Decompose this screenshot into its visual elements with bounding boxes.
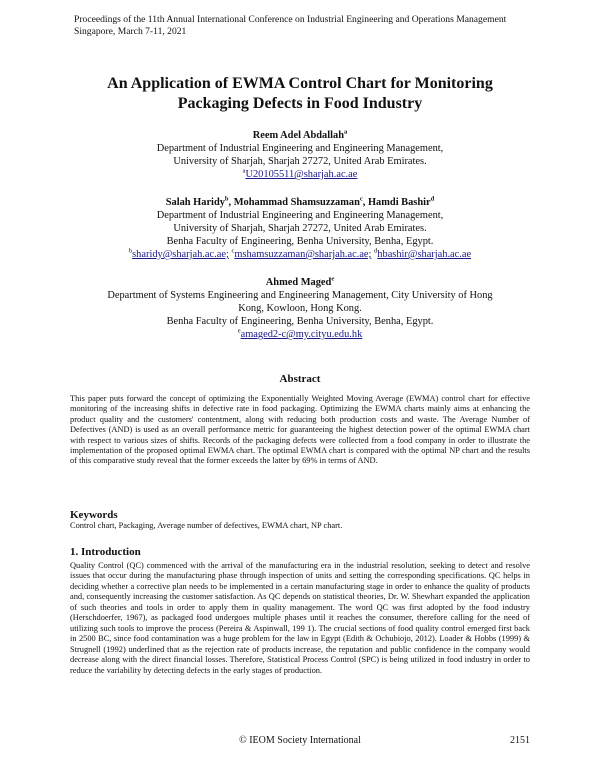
keywords-body: Control chart, Packaging, Average number of defectives, EWMA chart, NP chart.: [70, 521, 343, 530]
email-link[interactable]: U20105511@sharjah.ac.ae: [245, 169, 358, 180]
email-link[interactable]: mshamsuzzaman@sharjah.ac.ae;: [234, 249, 372, 260]
author-university: University of Sharjah, Sharjah 27272, United Arab Emirates.: [173, 156, 427, 167]
author-department: Department of Industrial Engineering and Engineering Management,: [156, 143, 444, 154]
author-block-3: [40, 276, 560, 341]
author-names: Salah Haridy$^b$, Mohammad Shamsuzzaman$^c$, Hamdi Bashir$^d$: [165, 195, 435, 208]
email-link[interactable]: hbashir@sharjah.ac.ae: [377, 249, 472, 260]
author-department: Department of Industrial Engineering and Engineering Management,: [156, 210, 444, 221]
author-university: University of Sharjah, Sharjah 27272, United Arab Emirates.: [173, 223, 427, 234]
footer-copyright: © IEOM Society International: [239, 735, 361, 746]
author-department-line-2: Kong, Kowloon, Hong Kong.: [238, 303, 362, 314]
email-link[interactable]: sharidy@sharjah.ac.ae;: [132, 249, 229, 260]
author-email-line: $^a$U20105511@sharjah.ac.ae: [242, 167, 358, 180]
author-block-1: [40, 129, 560, 181]
author-name: Reem Adel Abdallah$^a$: [252, 128, 348, 141]
email-link[interactable]: amaged2-c@my.cityu.edu.hk: [240, 329, 363, 340]
introduction-body: Quality Control (QC) commenced with the arrival of the manufacturing era in the industrial resolution, seeking to detect and resolve issues that occur during the manufacturing phase through inspection of units and setting the corresponding specifications. QC helps in deciding whether a corrective plan needs to be implemented in a certain manufacturing stage in order to enhance the quality of products and, consequently increasing the customer satisfaction. As QC depends on statistical theories, Dr. W. Shewhart expanded the application of such theories and tools in order to apply them in quality management. The word QC was first adopted by the food industry (Herschdoerfer, 1967), as packaged food undergoes multiple phases until it reaches the consumer, therefore calling for the need of utilizing such tools to improve the process (Pereira & Aspinwall, 199 1). The crucial sections of food quality control emerged first back in 2500 BC, since food contamination was a huge problem for the law in Egypt (Edith & Ochubiojo, 2012). Loader & Hobbs (1999) & Strugnell (1992) underlined that as the rejection rate of products increase, the reputation and public confidence in the company would decrease along with the direct financial losses. Therefore, Statistical Process Control (SPC) is being utilized in food industry in order to reduce the variability by detecting defects in the early stages of production.: [70, 561, 530, 675]
introduction-heading: 1. Introduction: [70, 546, 141, 558]
abstract-heading: Abstract: [279, 373, 321, 385]
title-line-2: Packaging Defects in Food Industry: [177, 94, 423, 112]
paper-title: [40, 74, 560, 113]
author-department-line-1: Department of Systems Engineering and Engineering Management, City University of Hong: [107, 290, 493, 301]
title-line-1: An Application of EWMA Control Chart for Monitoring: [107, 75, 493, 92]
header-line-1: Proceedings of the 11th Annual International Conference on Industrial Engineering and Operations Management: [74, 14, 507, 25]
header-line-2: Singapore, March 7-11, 2021: [74, 26, 187, 37]
page-number: 2151: [510, 735, 530, 746]
proceedings-header: [74, 14, 506, 38]
author-email-line: $^e$amaged2-c@my.cityu.edu.hk: [237, 327, 363, 340]
keywords-heading: Keywords: [70, 509, 118, 521]
author-affiliation-benha: Benha Faculty of Engineering, Benha University, Benha, Egypt.: [166, 316, 434, 327]
author-email-line: $^b$sharidy@sharjah.ac.ae; $^c$mshamsuzzaman@sharjah.ac.ae; $^d$hbashir@sharjah.ac.ae: [128, 247, 472, 260]
abstract-body: This paper puts forward the concept of optimizing the Exponentially Weighted Moving Average (EWMA) control chart for effective monitoring of the increasing shifts in defective rate in food packaging. Optimizing the EWMA charts mainly aims at enhancing the product quality and the customers' contentment, along with reducing both production costs and waste. The Average Number of Defectives (AND) is used as an overall performance metric for guaranteeing the highest detection power of the optimal EWMA chart with respect to various sizes of shifts. Records of the packaging defects were collected from a food company in order to illustrate the implementation of the proposed optimal EWMA chart. The optimal EWMA chart is compared with the optimal NP chart and the results of this comparative study reveal that the former exceeds the latter by 69% in terms of AND.: [70, 394, 530, 466]
author-name: Ahmed Maged$^e$: [265, 275, 335, 288]
author-block-2: [40, 196, 560, 261]
author-affiliation-benha: Benha Faculty of Engineering, Benha University, Benha, Egypt.: [166, 236, 434, 247]
